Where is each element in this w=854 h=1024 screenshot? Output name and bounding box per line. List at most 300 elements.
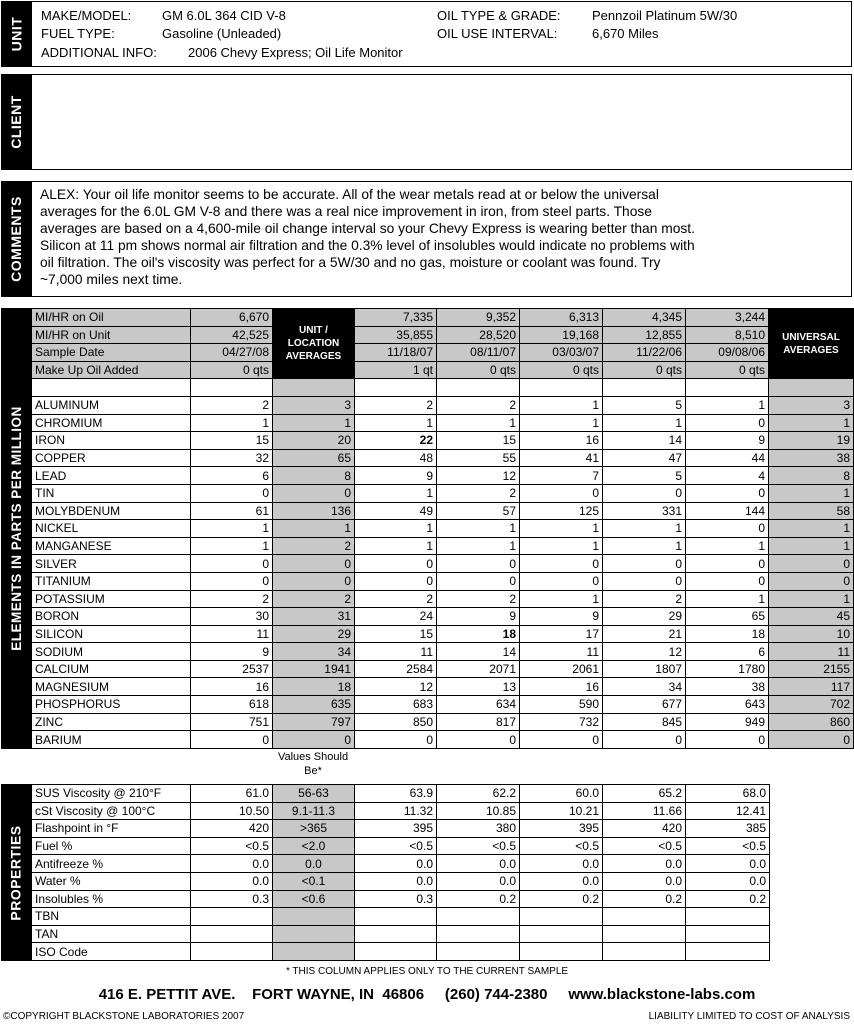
element-row [32, 696, 854, 714]
history-sample-value: 2 [355, 590, 437, 608]
element-row [32, 555, 854, 573]
history-sample-value: 2061 [520, 660, 603, 678]
element-label: TITANIUM [32, 572, 191, 590]
unit-average-value: 8 [273, 467, 355, 485]
current-sample-value: 6 [191, 467, 273, 485]
history-sample-value: 0.0 [686, 855, 770, 873]
history-sample-value: 14 [603, 432, 686, 450]
current-sample-value: 11 [191, 625, 273, 643]
history-sample-value: 0.2 [437, 890, 520, 908]
history-sample-value: 12,855 [603, 326, 686, 344]
current-sample-value: 16 [191, 678, 273, 696]
history-sample-value: 16 [520, 432, 603, 450]
current-sample-value: 42,525 [191, 326, 273, 344]
element-label: BORON [32, 608, 191, 626]
element-label: ALUMINUM [32, 396, 191, 414]
footnote: * THIS COLUMN APPLIES ONLY TO THE CURRENT SAMPLE [285, 966, 569, 977]
universal-average-value: 1 [769, 484, 854, 502]
element-label: MOLYBDENUM [32, 502, 191, 520]
history-sample-value: 8,510 [686, 326, 769, 344]
element-label: ZINC [32, 713, 191, 731]
history-sample-value: 845 [603, 713, 686, 731]
history-sample-value: 17 [520, 625, 603, 643]
property-label: Antifreeze % [32, 855, 191, 873]
unit-average-value: 1 [273, 520, 355, 538]
additional-info-label: ADDITIONAL INFO: [41, 45, 157, 60]
history-sample-value: 0 [355, 555, 437, 573]
property-row [32, 943, 770, 961]
current-sample-value: 1 [191, 414, 273, 432]
history-sample-value: 0.0 [603, 855, 686, 873]
history-sample-value: 1 [520, 590, 603, 608]
element-row [32, 484, 854, 502]
history-sample-value: 0 [520, 731, 603, 749]
history-sample-value: 0.0 [355, 872, 437, 890]
history-sample-value: 63.9 [355, 785, 437, 803]
spacer-cell [32, 379, 191, 397]
additional-info-value: 2006 Chevy Express; Oil Life Monitor [188, 45, 403, 60]
history-sample-value: 0 [686, 414, 769, 432]
element-row [32, 449, 854, 467]
universal-average-value: 0 [769, 555, 854, 573]
history-sample-value: 0 [686, 572, 769, 590]
history-sample-value: 48 [355, 449, 437, 467]
universal-average-value: 11 [769, 643, 854, 661]
current-sample-value: 04/27/08 [191, 344, 273, 362]
element-label: TIN [32, 484, 191, 502]
history-sample-value: 1 [520, 396, 603, 414]
unit-average-header: UNIT / LOCATION AVERAGES [273, 309, 355, 379]
history-sample-value: 12 [437, 467, 520, 485]
spacer-cell [769, 379, 854, 397]
history-sample-value: 0.0 [437, 872, 520, 890]
history-sample-value: 590 [520, 696, 603, 714]
oil-type-label: OIL TYPE & GRADE: [437, 8, 561, 23]
unit-average-value: 29 [273, 625, 355, 643]
history-sample-value [437, 943, 520, 961]
element-row [32, 590, 854, 608]
values-should-be-value: 56-63 [273, 785, 355, 803]
universal-average-value: 1 [769, 537, 854, 555]
universal-average-value: 8 [769, 467, 854, 485]
values-should-be-value [273, 925, 355, 943]
comment-line: averages are based on a 4,600-mile oil change interval so your Chevy Express is wearing better than most. [40, 221, 695, 236]
history-sample-value: 1 qt [355, 361, 437, 379]
history-sample-value [603, 943, 686, 961]
history-sample-value: 7,335 [355, 309, 437, 327]
history-sample-value: 0.0 [437, 855, 520, 873]
history-sample-value: 13 [437, 678, 520, 696]
history-sample-value: 38 [686, 678, 769, 696]
comments-box [31, 181, 852, 297]
history-sample-value: 49 [355, 502, 437, 520]
property-row [32, 785, 770, 803]
header-row-label: Sample Date [32, 344, 191, 362]
history-sample-value: 1 [437, 520, 520, 538]
current-sample-value: 1 [191, 537, 273, 555]
history-sample-value: 9 [520, 608, 603, 626]
property-label: TBN [32, 908, 191, 926]
history-sample-value: 11.32 [355, 802, 437, 820]
universal-average-value: 10 [769, 625, 854, 643]
history-sample-value [520, 908, 603, 926]
values-should-be-text: Values Should Be* [277, 751, 349, 777]
element-row [32, 713, 854, 731]
unit-average-value: 0 [273, 572, 355, 590]
property-row [32, 855, 770, 873]
history-sample-value: 0 [437, 555, 520, 573]
history-sample-value: 395 [355, 820, 437, 838]
values-should-be-value [273, 943, 355, 961]
history-sample-value: 0.2 [520, 890, 603, 908]
history-sample-value: 11/18/07 [355, 344, 437, 362]
unit-average-value: 31 [273, 608, 355, 626]
current-sample-value: 10.50 [191, 802, 273, 820]
unit-average-value: 18 [273, 678, 355, 696]
history-sample-value [686, 908, 770, 926]
history-sample-value: 0 [603, 731, 686, 749]
element-label: LEAD [32, 467, 191, 485]
universal-average-value: 45 [769, 608, 854, 626]
history-sample-value: 0 [686, 731, 769, 749]
current-sample-value: 61 [191, 502, 273, 520]
header-row-label: MI/HR on Oil [32, 309, 191, 327]
oil-use-value: 6,670 Miles [592, 26, 659, 41]
history-sample-value: 0.0 [520, 872, 603, 890]
property-row [32, 820, 770, 838]
history-sample-value: 10.85 [437, 802, 520, 820]
element-row [32, 678, 854, 696]
history-sample-value: 1780 [686, 660, 769, 678]
history-sample-value: 7 [520, 467, 603, 485]
header-row-label: Make Up Oil Added [32, 361, 191, 379]
history-sample-value: <0.5 [520, 837, 603, 855]
current-sample-value: 0.3 [191, 890, 273, 908]
universal-average-value: 2155 [769, 660, 854, 678]
history-sample-value: 949 [686, 713, 769, 731]
element-row [32, 643, 854, 661]
history-sample-value: 18 [437, 625, 520, 643]
universal-average-value: 3 [769, 396, 854, 414]
universal-average-value: 58 [769, 502, 854, 520]
history-sample-value: 2 [437, 484, 520, 502]
make-model-label: MAKE/MODEL: [41, 8, 132, 23]
history-sample-value: 0 [355, 731, 437, 749]
element-label: SILVER [32, 555, 191, 573]
current-sample-value: 618 [191, 696, 273, 714]
comment-line: Silicon at 11 pm shows normal air filtration and the 0.3% level of insolubles would indicate no problems with [40, 238, 695, 253]
history-sample-value: <0.5 [437, 837, 520, 855]
client-label-text: CLIENT [8, 95, 24, 149]
element-row [32, 467, 854, 485]
spacer-cell [437, 379, 520, 397]
history-sample-value: 144 [686, 502, 769, 520]
history-sample-value: 1 [603, 520, 686, 538]
current-sample-value: <0.5 [191, 837, 273, 855]
header-row [32, 309, 854, 327]
client-box [31, 74, 852, 170]
element-row [32, 572, 854, 590]
current-sample-value: 2537 [191, 660, 273, 678]
unit-average-value: 34 [273, 643, 355, 661]
universal-average-value: 1 [769, 414, 854, 432]
history-sample-value: 11 [520, 643, 603, 661]
history-sample-value: 1 [355, 537, 437, 555]
property-row [32, 925, 770, 943]
lab-address: 416 E. PETTIT AVE. FORT WAYNE, IN 46806 (260) 744-2380 www.blackstone-labs.com [98, 986, 756, 1003]
unit-average-value: 0 [273, 555, 355, 573]
comment-line: averages for the 6.0L GM V-8 and there was a real nice improvement in iron, from steel parts. Those [40, 204, 652, 219]
oil-use-label: OIL USE INTERVAL: [437, 26, 558, 41]
current-sample-value: 6,670 [191, 309, 273, 327]
property-row [32, 802, 770, 820]
history-sample-value: 0 qts [437, 361, 520, 379]
element-row [32, 414, 854, 432]
history-sample-value: 0 [520, 555, 603, 573]
history-sample-value: 0 [437, 731, 520, 749]
current-sample-value [191, 908, 273, 926]
history-sample-value [603, 908, 686, 926]
unit-average-value: 1941 [273, 660, 355, 678]
history-sample-value: 0 [686, 520, 769, 538]
history-sample-value [355, 925, 437, 943]
property-row [32, 908, 770, 926]
history-sample-value: 18 [686, 625, 769, 643]
history-sample-value: 9 [437, 608, 520, 626]
property-label: ISO Code [32, 943, 191, 961]
history-sample-value: 68.0 [686, 785, 770, 803]
history-sample-value [686, 925, 770, 943]
fuel-type-label: FUEL TYPE: [41, 26, 115, 41]
history-sample-value: 634 [437, 696, 520, 714]
unit-section-label [1, 1, 31, 67]
history-sample-value: 5 [603, 467, 686, 485]
element-label: BARIUM [32, 731, 191, 749]
history-sample-value: 62.2 [437, 785, 520, 803]
properties-label-text: PROPERTIES [8, 824, 24, 921]
history-sample-value: 2 [437, 590, 520, 608]
element-row [32, 396, 854, 414]
property-row [32, 837, 770, 855]
history-sample-value: 08/11/07 [437, 344, 520, 362]
history-sample-value: 28,520 [437, 326, 520, 344]
history-sample-value: 6,313 [520, 309, 603, 327]
history-sample-value: 1 [355, 520, 437, 538]
history-sample-value: 2584 [355, 660, 437, 678]
history-sample-value [603, 925, 686, 943]
current-sample-value [191, 943, 273, 961]
property-label: Flashpoint in °F [32, 820, 191, 838]
history-sample-value: 1 [520, 414, 603, 432]
history-sample-value: 850 [355, 713, 437, 731]
history-sample-value: 395 [520, 820, 603, 838]
property-row [32, 890, 770, 908]
elements-section-label [1, 308, 31, 749]
history-sample-value: 2 [603, 590, 686, 608]
history-sample-value: 11.66 [603, 802, 686, 820]
history-sample-value [355, 908, 437, 926]
spacer-cell [686, 379, 769, 397]
history-sample-value: 0 [520, 484, 603, 502]
history-sample-value: 15 [437, 432, 520, 450]
values-should-be-value: 9.1-11.3 [273, 802, 355, 820]
element-row [32, 625, 854, 643]
current-sample-value: 751 [191, 713, 273, 731]
history-sample-value: 4 [686, 467, 769, 485]
history-sample-value: 0.0 [520, 855, 603, 873]
current-sample-value: 9 [191, 643, 273, 661]
current-sample-value: 0.0 [191, 855, 273, 873]
copyright: ©COPYRIGHT BLACKSTONE LABORATORIES 2007 [3, 1011, 245, 1022]
history-sample-value: 0.3 [355, 890, 437, 908]
history-sample-value: 331 [603, 502, 686, 520]
current-sample-value: 1 [191, 520, 273, 538]
current-sample-value: 2 [191, 590, 273, 608]
element-row [32, 537, 854, 555]
property-label: Fuel % [32, 837, 191, 855]
header-row [32, 344, 854, 362]
current-sample-value: 0 [191, 572, 273, 590]
history-sample-value: 10.21 [520, 802, 603, 820]
history-sample-value: 0 [686, 555, 769, 573]
current-sample-value: 0 qts [191, 361, 273, 379]
history-sample-value: 6 [686, 643, 769, 661]
history-sample-value: 60.0 [520, 785, 603, 803]
element-row [32, 608, 854, 626]
unit-average-value: 20 [273, 432, 355, 450]
history-sample-value: 0 [355, 572, 437, 590]
values-should-be-value: >365 [273, 820, 355, 838]
history-sample-value: 12 [603, 643, 686, 661]
element-label: NICKEL [32, 520, 191, 538]
history-sample-value [437, 925, 520, 943]
universal-average-value: 19 [769, 432, 854, 450]
unit-average-value: 65 [273, 449, 355, 467]
unit-label-text: UNIT [8, 16, 25, 52]
history-sample-value [686, 943, 770, 961]
history-sample-value: 0 [437, 572, 520, 590]
universal-average-value: 1 [769, 590, 854, 608]
element-row [32, 432, 854, 450]
fuel-type-value: Gasoline (Unleaded) [162, 26, 282, 41]
comments-section-label [1, 181, 31, 297]
history-sample-value: 0 [603, 484, 686, 502]
unit-average-value: 2 [273, 590, 355, 608]
history-sample-value: <0.5 [686, 837, 770, 855]
elements-table [31, 308, 854, 749]
element-label: COPPER [32, 449, 191, 467]
history-sample-value: 29 [603, 608, 686, 626]
current-sample-value: 32 [191, 449, 273, 467]
history-sample-value: 677 [603, 696, 686, 714]
unit-average-value: 797 [273, 713, 355, 731]
unit-average-value: 0 [273, 731, 355, 749]
history-sample-value: 21 [603, 625, 686, 643]
element-row [32, 731, 854, 749]
property-label: Water % [32, 872, 191, 890]
history-sample-value: 0.0 [603, 872, 686, 890]
history-sample-value: 57 [437, 502, 520, 520]
history-sample-value: 2 [437, 396, 520, 414]
history-sample-value: 19,168 [520, 326, 603, 344]
history-sample-value: 15 [355, 625, 437, 643]
history-sample-value [437, 908, 520, 926]
history-sample-value: 817 [437, 713, 520, 731]
spacer-row [32, 379, 854, 397]
history-sample-value: 1 [603, 537, 686, 555]
history-sample-value: 683 [355, 696, 437, 714]
element-row [32, 502, 854, 520]
element-label: CHROMIUM [32, 414, 191, 432]
current-sample-value: 0.0 [191, 872, 273, 890]
history-sample-value: 125 [520, 502, 603, 520]
values-should-be-value [273, 908, 355, 926]
history-sample-value: 12 [355, 678, 437, 696]
history-sample-value: 4,345 [603, 309, 686, 327]
history-sample-value: <0.5 [355, 837, 437, 855]
history-sample-value: 34 [603, 678, 686, 696]
history-sample-value: 5 [603, 396, 686, 414]
history-sample-value: 1807 [603, 660, 686, 678]
history-sample-value: 2071 [437, 660, 520, 678]
current-sample-value: 2 [191, 396, 273, 414]
history-sample-value: 9 [686, 432, 769, 450]
unit-info-box [31, 1, 852, 67]
history-sample-value: 1 [603, 414, 686, 432]
universal-average-value: 702 [769, 696, 854, 714]
history-sample-value: 0.0 [686, 872, 770, 890]
element-label: IRON [32, 432, 191, 450]
element-row [32, 520, 854, 538]
history-sample-value: 1 [686, 590, 769, 608]
history-sample-value: 0.0 [355, 855, 437, 873]
universal-average-header: UNIVERSAL AVERAGES [769, 309, 854, 379]
universal-average-value: 860 [769, 713, 854, 731]
history-sample-value: 22 [355, 432, 437, 450]
unit-average-value: 3 [273, 396, 355, 414]
history-sample-value: <0.5 [603, 837, 686, 855]
history-sample-value [355, 943, 437, 961]
values-should-be-value: <0.6 [273, 890, 355, 908]
history-sample-value: 24 [355, 608, 437, 626]
history-sample-value: 0.2 [603, 890, 686, 908]
universal-average-value: 38 [769, 449, 854, 467]
history-sample-value: 380 [437, 820, 520, 838]
current-sample-value: 420 [191, 820, 273, 838]
history-sample-value: 1 [520, 520, 603, 538]
current-sample-value: 0 [191, 731, 273, 749]
history-sample-value: 3,244 [686, 309, 769, 327]
element-label: PHOSPHORUS [32, 696, 191, 714]
history-sample-value: 1 [437, 414, 520, 432]
history-sample-value: 0 [686, 484, 769, 502]
client-section-label [1, 74, 31, 170]
unit-average-value: 635 [273, 696, 355, 714]
history-sample-value: 1 [355, 414, 437, 432]
current-sample-value: 15 [191, 432, 273, 450]
values-should-be-label [272, 750, 354, 778]
element-label: CALCIUM [32, 660, 191, 678]
universal-average-value: 117 [769, 678, 854, 696]
unit-average-value: 1 [273, 414, 355, 432]
universal-average-value: 0 [769, 572, 854, 590]
unit-average-value: 0 [273, 484, 355, 502]
history-sample-value: 9,352 [437, 309, 520, 327]
element-label: SILICON [32, 625, 191, 643]
property-label: SUS Viscosity @ 210°F [32, 785, 191, 803]
history-sample-value: 12.41 [686, 802, 770, 820]
history-sample-value: 65 [686, 608, 769, 626]
